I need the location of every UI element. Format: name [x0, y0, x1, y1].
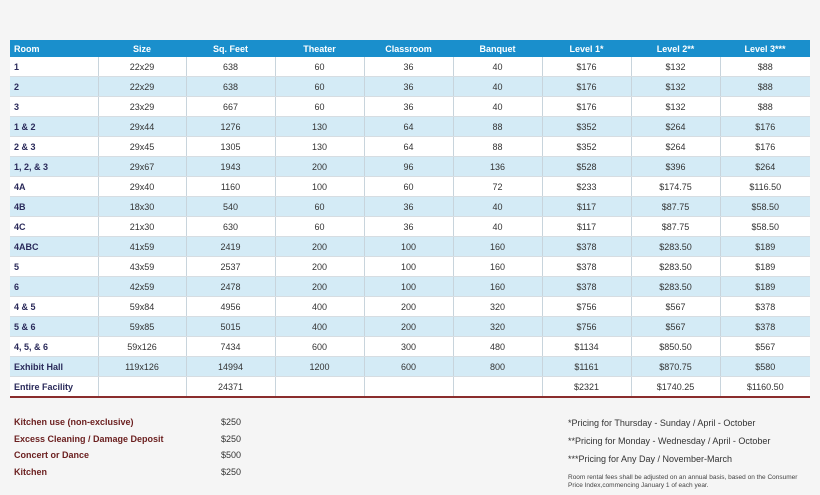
cell-sq-feet: 638	[186, 57, 275, 77]
cell-level-1: $233	[542, 177, 631, 197]
cell-level-1: $378	[542, 237, 631, 257]
cell-level-3: $1160.50	[720, 377, 810, 398]
cell-theater: 400	[275, 297, 364, 317]
cell-classroom: 300	[364, 337, 453, 357]
pricing-note-level-3: ***Pricing for Any Day / November-March	[568, 454, 733, 464]
cell-classroom: 96	[364, 157, 453, 177]
cell-classroom: 64	[364, 117, 453, 137]
cell-level-2: $396	[631, 157, 720, 177]
cell-classroom: 36	[364, 217, 453, 237]
cell-level-2: $87.75	[631, 197, 720, 217]
cell-level-2: $283.50	[631, 257, 720, 277]
cell-level-2: $132	[631, 57, 720, 77]
table-row	[10, 117, 810, 137]
cell-banquet: 320	[453, 317, 542, 337]
table-row	[10, 337, 810, 357]
pricing-notes	[568, 414, 798, 490]
header-level-2: Level 2**	[631, 40, 720, 57]
cell-banquet: 40	[453, 97, 542, 117]
table-row	[10, 217, 810, 237]
extra-fee-label: Kitchen use (non-exclusive)	[14, 417, 134, 428]
cell-room: 1 & 2	[10, 117, 98, 137]
header-sq-feet: Sq. Feet	[186, 40, 275, 57]
cell-level-2: $567	[631, 297, 720, 317]
cell-level-1: $117	[542, 217, 631, 237]
cell-sq-feet: 540	[186, 197, 275, 217]
cell-size: 29x44	[98, 117, 186, 137]
extra-fees	[14, 414, 241, 480]
cell-room: 5	[10, 257, 98, 277]
cell-level-1: $176	[542, 57, 631, 77]
cell-banquet: 160	[453, 237, 542, 257]
cell-sq-feet: 638	[186, 77, 275, 97]
cell-room: 1	[10, 57, 98, 77]
cell-level-2: $264	[631, 117, 720, 137]
cell-size: 41x59	[98, 237, 186, 257]
cell-level-1: $2321	[542, 377, 631, 398]
cell-level-1: $756	[542, 297, 631, 317]
cell-room: 4, 5, & 6	[10, 337, 98, 357]
cell-level-2: $174.75	[631, 177, 720, 197]
rate-sheet	[10, 40, 810, 398]
cell-sq-feet: 14994	[186, 357, 275, 377]
header-classroom: Classroom	[364, 40, 453, 57]
pricing-note-level-1: *Pricing for Thursday - Sunday / April - October	[568, 418, 756, 428]
cell-banquet: 160	[453, 277, 542, 297]
cell-level-3: $264	[720, 157, 810, 177]
cell-level-2: $850.50	[631, 337, 720, 357]
extra-fee-price: $250	[221, 417, 242, 428]
extra-fee-price: $250	[221, 433, 242, 444]
cell-size: 29x45	[98, 137, 186, 157]
header-banquet: Banquet	[453, 40, 542, 57]
cell-level-3: $567	[720, 337, 810, 357]
cell-sq-feet: 667	[186, 97, 275, 117]
cell-theater: 100	[275, 177, 364, 197]
cell-banquet: 320	[453, 297, 542, 317]
cell-size: 29x40	[98, 177, 186, 197]
cell-banquet: 40	[453, 197, 542, 217]
cell-theater: 200	[275, 257, 364, 277]
cell-classroom: 36	[364, 77, 453, 97]
cell-classroom	[364, 377, 453, 398]
cell-theater: 600	[275, 337, 364, 357]
cell-sq-feet: 2419	[186, 237, 275, 257]
cell-level-1: $528	[542, 157, 631, 177]
rates-table	[10, 40, 810, 398]
cell-level-1: $1134	[542, 337, 631, 357]
cell-banquet: 40	[453, 77, 542, 97]
cell-level-3: $58.50	[720, 217, 810, 237]
cell-room: Entire Facility	[10, 377, 98, 398]
cell-classroom: 36	[364, 57, 453, 77]
cell-theater: 400	[275, 317, 364, 337]
cell-theater: 60	[275, 77, 364, 97]
header-size: Size	[98, 40, 186, 57]
cell-theater: 200	[275, 277, 364, 297]
cell-level-1: $378	[542, 257, 631, 277]
cell-level-2: $567	[631, 317, 720, 337]
extra-fee-row	[14, 414, 241, 431]
extra-fee-label: Kitchen	[14, 466, 48, 477]
table-row	[10, 257, 810, 277]
cell-size: 119x126	[98, 357, 186, 377]
cell-banquet: 160	[453, 257, 542, 277]
cell-size: 29x67	[98, 157, 186, 177]
pricing-note-level-2: **Pricing for Monday - Wednesday / April - October	[568, 436, 771, 446]
table-row	[10, 297, 810, 317]
cell-level-1: $176	[542, 77, 631, 97]
cell-level-3: $88	[720, 77, 810, 97]
table-row	[10, 357, 810, 377]
cell-level-2: $132	[631, 97, 720, 117]
cell-banquet: 88	[453, 117, 542, 137]
cell-sq-feet: 1943	[186, 157, 275, 177]
cell-level-1: $756	[542, 317, 631, 337]
cell-room: 4ABC	[10, 237, 98, 257]
cell-theater: 1200	[275, 357, 364, 377]
table-header-row	[10, 40, 810, 57]
extra-fee-label: Concert or Dance	[14, 450, 90, 461]
cell-banquet: 72	[453, 177, 542, 197]
table-row	[10, 277, 810, 297]
header-room: Room	[10, 40, 98, 57]
cell-banquet: 88	[453, 137, 542, 157]
cell-room: 4C	[10, 217, 98, 237]
cell-level-1: $1161	[542, 357, 631, 377]
table-row	[10, 157, 810, 177]
cell-level-3: $116.50	[720, 177, 810, 197]
cell-theater: 130	[275, 137, 364, 157]
cell-sq-feet: 5015	[186, 317, 275, 337]
cell-theater: 130	[275, 117, 364, 137]
cell-theater	[275, 377, 364, 398]
cell-level-3: $88	[720, 57, 810, 77]
table-row	[10, 197, 810, 217]
cell-classroom: 100	[364, 277, 453, 297]
cell-size: 22x29	[98, 77, 186, 97]
cell-classroom: 64	[364, 137, 453, 157]
table-row	[10, 237, 810, 257]
cell-level-3: $58.50	[720, 197, 810, 217]
cell-theater: 60	[275, 57, 364, 77]
cell-sq-feet: 1276	[186, 117, 275, 137]
cell-level-1: $176	[542, 97, 631, 117]
cell-room: 3	[10, 97, 98, 117]
cell-sq-feet: 24371	[186, 377, 275, 398]
cell-room: Exhibit Hall	[10, 357, 98, 377]
cell-theater: 60	[275, 197, 364, 217]
cell-room: 6	[10, 277, 98, 297]
cell-sq-feet: 630	[186, 217, 275, 237]
table-row	[10, 317, 810, 337]
cell-level-3: $176	[720, 137, 810, 157]
cell-size	[98, 377, 186, 398]
cell-sq-feet: 2537	[186, 257, 275, 277]
cell-classroom: 100	[364, 237, 453, 257]
cell-level-3: $189	[720, 257, 810, 277]
cell-theater: 60	[275, 217, 364, 237]
cell-level-2: $264	[631, 137, 720, 157]
extra-fee-price: $500	[221, 450, 242, 461]
cell-level-3: $378	[720, 317, 810, 337]
cell-room: 5 & 6	[10, 317, 98, 337]
extra-fee-label: Excess Cleaning / Damage Deposit	[14, 433, 164, 444]
cell-level-3: $378	[720, 297, 810, 317]
cell-level-2: $283.50	[631, 277, 720, 297]
extra-fee-row	[14, 447, 241, 464]
extra-fee-price: $250	[221, 466, 242, 477]
extra-fee-row	[14, 464, 241, 481]
cell-sq-feet: 7434	[186, 337, 275, 357]
cell-size: 18x30	[98, 197, 186, 217]
cell-size: 43x59	[98, 257, 186, 277]
cell-banquet: 800	[453, 357, 542, 377]
cell-level-2: $283.50	[631, 237, 720, 257]
cell-room: 2	[10, 77, 98, 97]
cell-size: 21x30	[98, 217, 186, 237]
cell-theater: 200	[275, 237, 364, 257]
table-row	[10, 77, 810, 97]
cell-size: 59x84	[98, 297, 186, 317]
cell-room: 4 & 5	[10, 297, 98, 317]
cell-level-2: $87.75	[631, 217, 720, 237]
cell-banquet: 40	[453, 57, 542, 77]
cell-banquet: 136	[453, 157, 542, 177]
cell-theater: 60	[275, 97, 364, 117]
cell-classroom: 36	[364, 97, 453, 117]
cell-level-3: $580	[720, 357, 810, 377]
cell-banquet: 40	[453, 217, 542, 237]
cell-level-2: $1740.25	[631, 377, 720, 398]
cell-level-3: $88	[720, 97, 810, 117]
table-row	[10, 377, 810, 398]
cell-banquet	[453, 377, 542, 398]
cell-classroom: 600	[364, 357, 453, 377]
cell-level-1: $352	[542, 137, 631, 157]
cell-level-2: $132	[631, 77, 720, 97]
table-row	[10, 57, 810, 77]
cell-sq-feet: 1160	[186, 177, 275, 197]
table-row	[10, 177, 810, 197]
cell-banquet: 480	[453, 337, 542, 357]
cell-level-3: $176	[720, 117, 810, 137]
cell-level-1: $117	[542, 197, 631, 217]
cell-level-3: $189	[720, 277, 810, 297]
cell-level-2: $870.75	[631, 357, 720, 377]
cell-classroom: 60	[364, 177, 453, 197]
cell-classroom: 100	[364, 257, 453, 277]
cell-classroom: 36	[364, 197, 453, 217]
cell-room: 4B	[10, 197, 98, 217]
table-row	[10, 137, 810, 157]
cell-classroom: 200	[364, 317, 453, 337]
header-theater: Theater	[275, 40, 364, 57]
cell-size: 59x126	[98, 337, 186, 357]
header-level-1: Level 1*	[542, 40, 631, 57]
extra-fee-row	[14, 431, 241, 448]
cell-theater: 200	[275, 157, 364, 177]
cell-level-3: $189	[720, 237, 810, 257]
cell-size: 22x29	[98, 57, 186, 77]
table-row	[10, 97, 810, 117]
cell-sq-feet: 4956	[186, 297, 275, 317]
cell-size: 42x59	[98, 277, 186, 297]
cell-classroom: 200	[364, 297, 453, 317]
fine-print: Room rental fees shall be adjusted on an annual basis, based on the Consumer Price Index,commencing January 1 of each year.	[568, 474, 798, 489]
cell-room: 2 & 3	[10, 137, 98, 157]
cell-size: 59x85	[98, 317, 186, 337]
cell-room: 4A	[10, 177, 98, 197]
cell-sq-feet: 1305	[186, 137, 275, 157]
table-body	[10, 57, 810, 397]
cell-size: 23x29	[98, 97, 186, 117]
cell-level-1: $352	[542, 117, 631, 137]
cell-sq-feet: 2478	[186, 277, 275, 297]
header-level-3: Level 3***	[720, 40, 810, 57]
cell-room: 1, 2, & 3	[10, 157, 98, 177]
cell-level-1: $378	[542, 277, 631, 297]
